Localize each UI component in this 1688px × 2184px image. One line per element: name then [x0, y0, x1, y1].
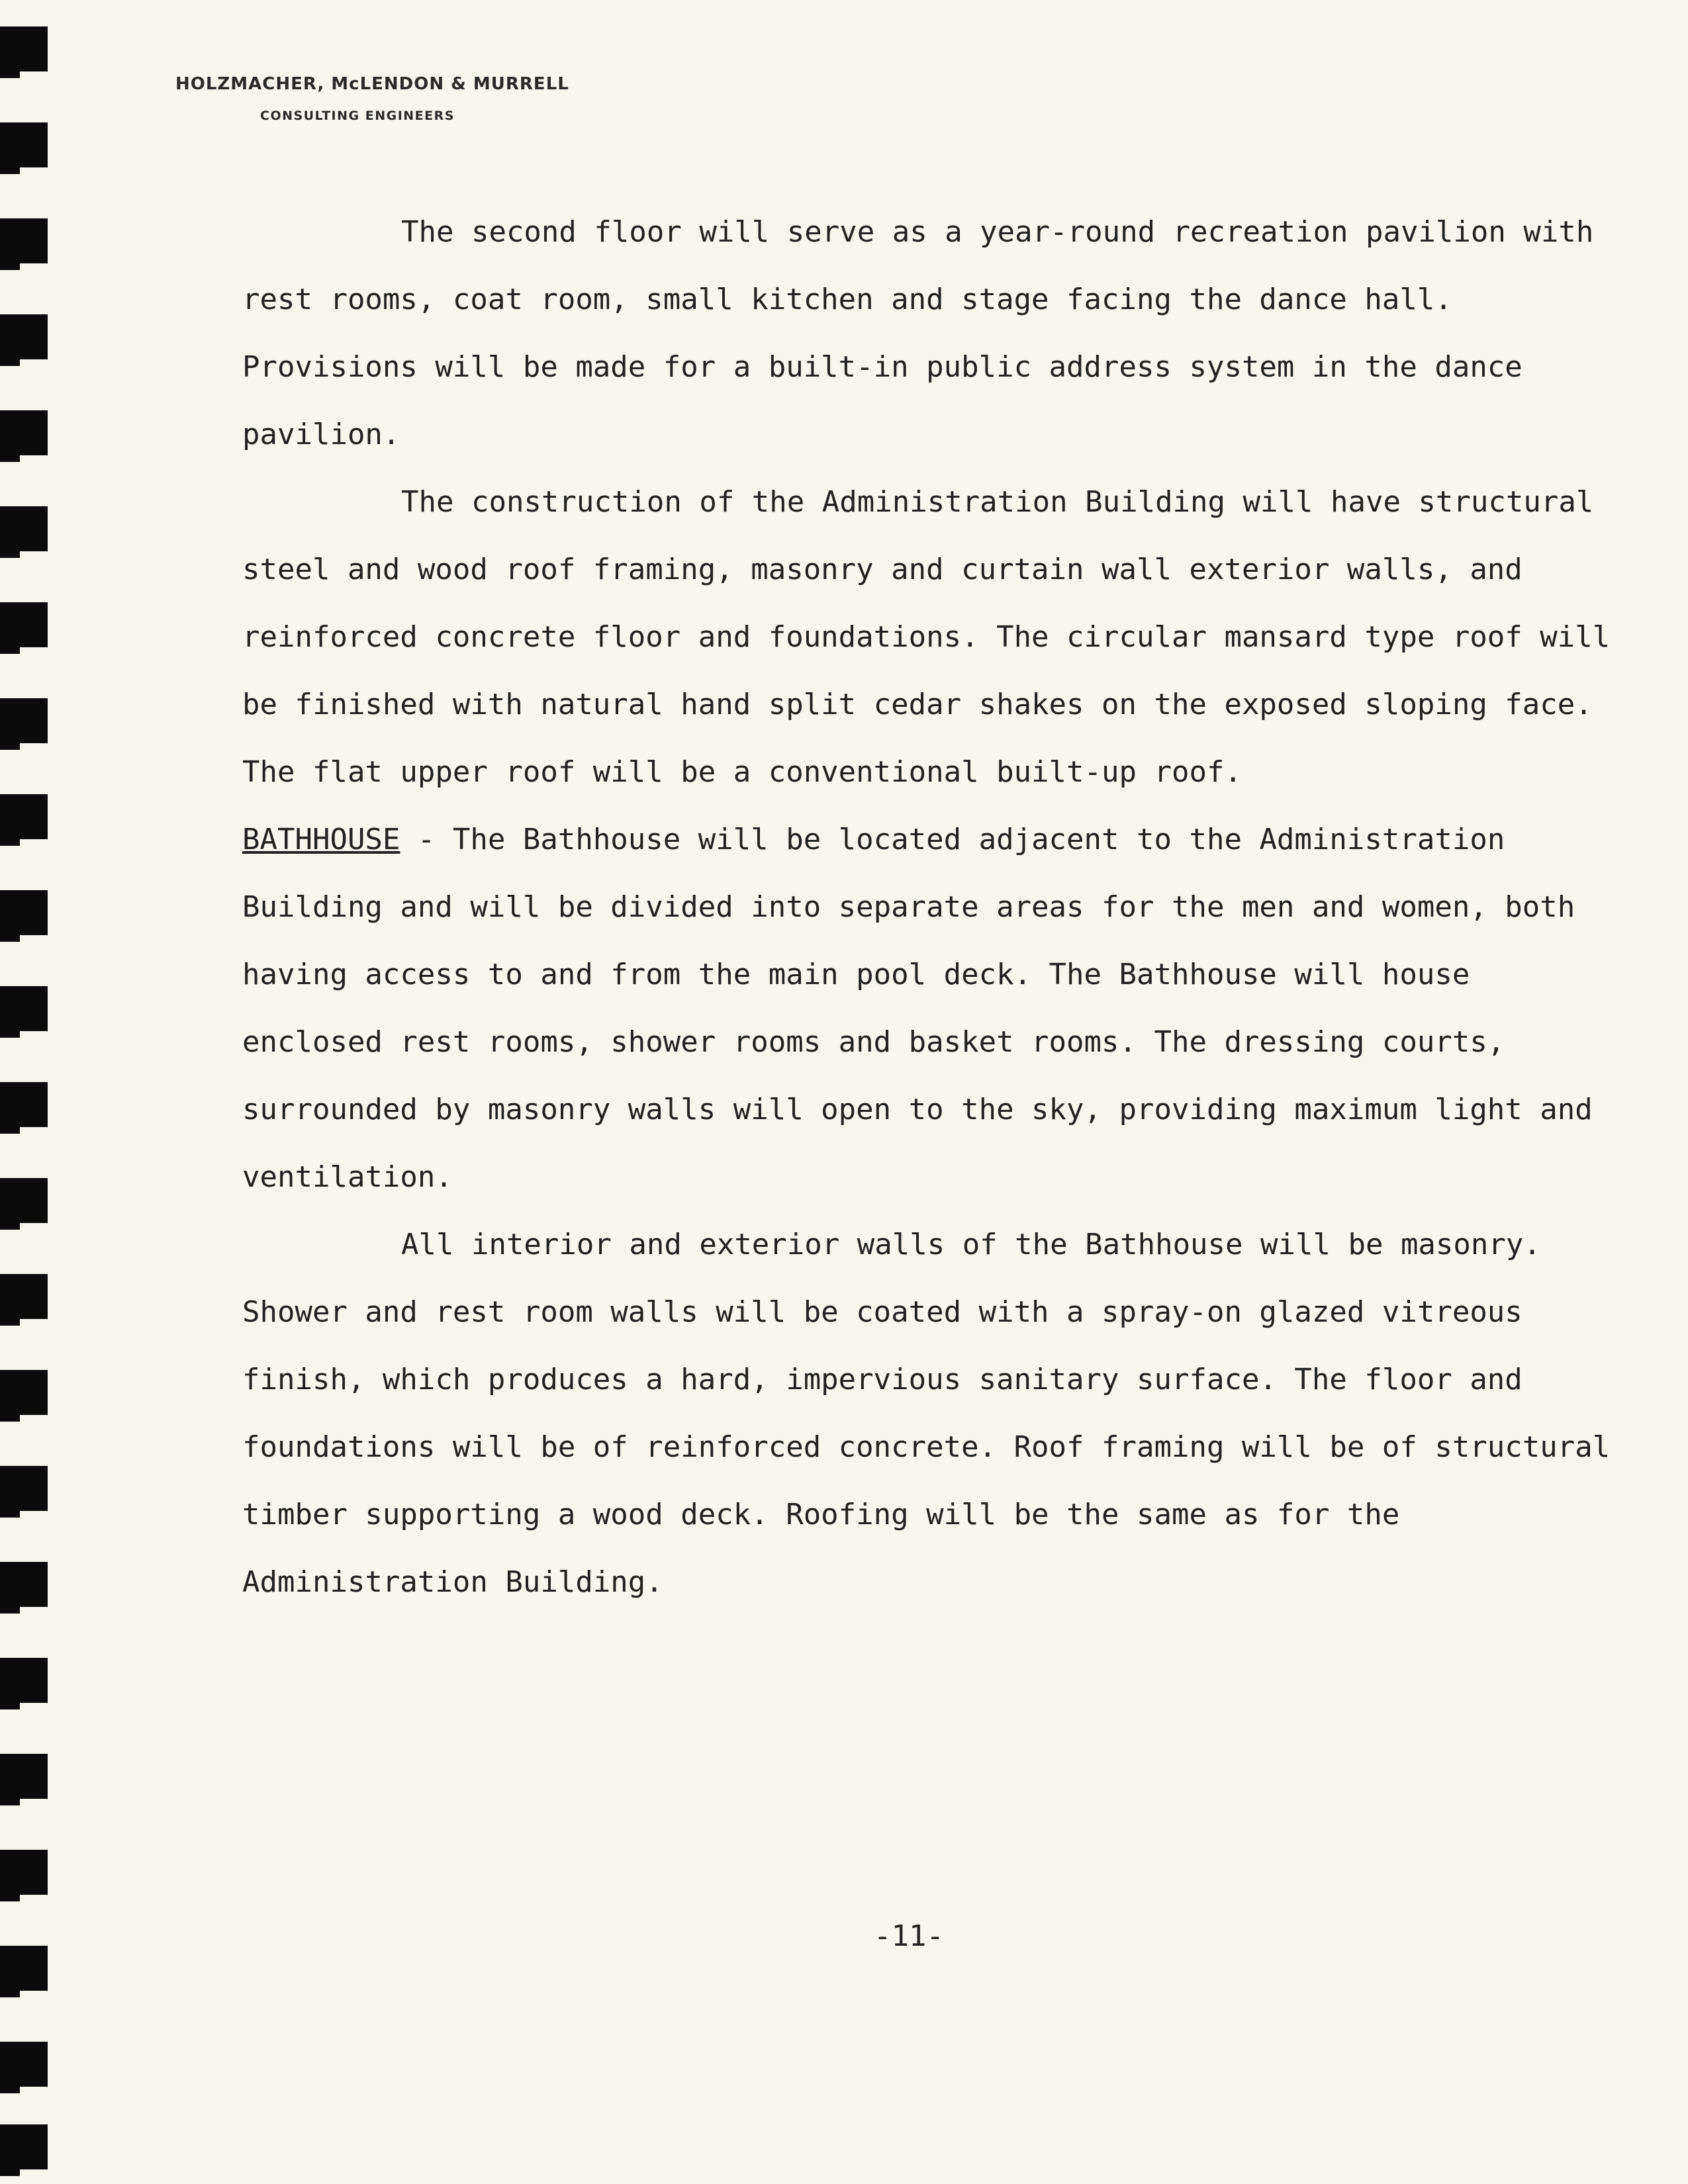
- binding-hole: [0, 1850, 48, 1895]
- section-heading: BATHHOUSE: [242, 823, 400, 856]
- paragraph: [242, 1211, 1613, 1616]
- binding-hole: [0, 698, 48, 743]
- binding-hole: [0, 1178, 48, 1223]
- binding-hole: [0, 1274, 48, 1319]
- binding-hole: [0, 602, 48, 647]
- paragraph-text: All interior and exterior walls of the Bathhouse will be masonry. Shower and rest room walls will be coated with a spray-on glazed vitreous finish, which produces a hard, impervious sanitary surface. The floor and foundations will be of reinforced concrete. Roof framing will be of structural timber supporting a wood deck. Roofing will be the same as for the Administration Building.: [242, 1228, 1611, 1599]
- binding-hole: [0, 1082, 48, 1127]
- binding-hole: [0, 2042, 48, 2087]
- binding-hole: [0, 1370, 48, 1415]
- paragraph: [242, 199, 1613, 469]
- binding-hole: [0, 122, 48, 167]
- paragraph: [242, 469, 1613, 806]
- binding-hole: [0, 1562, 48, 1607]
- paragraph-text: The second floor will serve as a year-round recreation pavilion with rest rooms, coat room, small kitchen and stage facing the dance hall. Provisions will be made for a built-in public address system in the dance pavilion.: [242, 215, 1594, 451]
- letterhead: [175, 74, 569, 123]
- paragraph: [242, 806, 1613, 1211]
- spiral-binding: [0, 0, 60, 2184]
- firm-subtitle: CONSULTING ENGINEERS: [260, 109, 455, 123]
- firm-name: HOLZMACHER, McLENDON & MURRELL: [175, 74, 569, 94]
- binding-hole: [0, 1946, 48, 1991]
- binding-hole: [0, 314, 48, 359]
- binding-hole: [0, 986, 48, 1031]
- binding-hole: [0, 794, 48, 839]
- binding-hole: [0, 1466, 48, 1511]
- binding-hole: [0, 410, 48, 455]
- binding-hole: [0, 2124, 48, 2169]
- paragraph-text: - The Bathhouse will be located adjacent to the Administration Building and will be divided into separate areas for the men and women, both having access to and from the main pool deck. The Bathhouse will house enclosed rest rooms, shower rooms and basket rooms. The dressing courts, surrounded by masonry walls will open to the sky, providing maximum light and ventilation.: [242, 823, 1593, 1194]
- binding-hole: [0, 1754, 48, 1799]
- binding-hole: [0, 506, 48, 551]
- binding-hole: [0, 26, 48, 71]
- binding-hole: [0, 890, 48, 935]
- binding-hole: [0, 218, 48, 263]
- paragraph-text: The construction of the Administration Building will have structural steel and wood roof framing, masonry and curtain wall exterior walls, and reinforced concrete floor and foundations. The circular mansard type roof will be finished with natural hand split cedar shakes on the exposed sloping face. The flat upper roof will be a conventional built-up roof.: [242, 485, 1611, 789]
- binding-hole: [0, 1658, 48, 1703]
- page-number: -11-: [874, 1919, 944, 1953]
- document-body: [242, 199, 1613, 1616]
